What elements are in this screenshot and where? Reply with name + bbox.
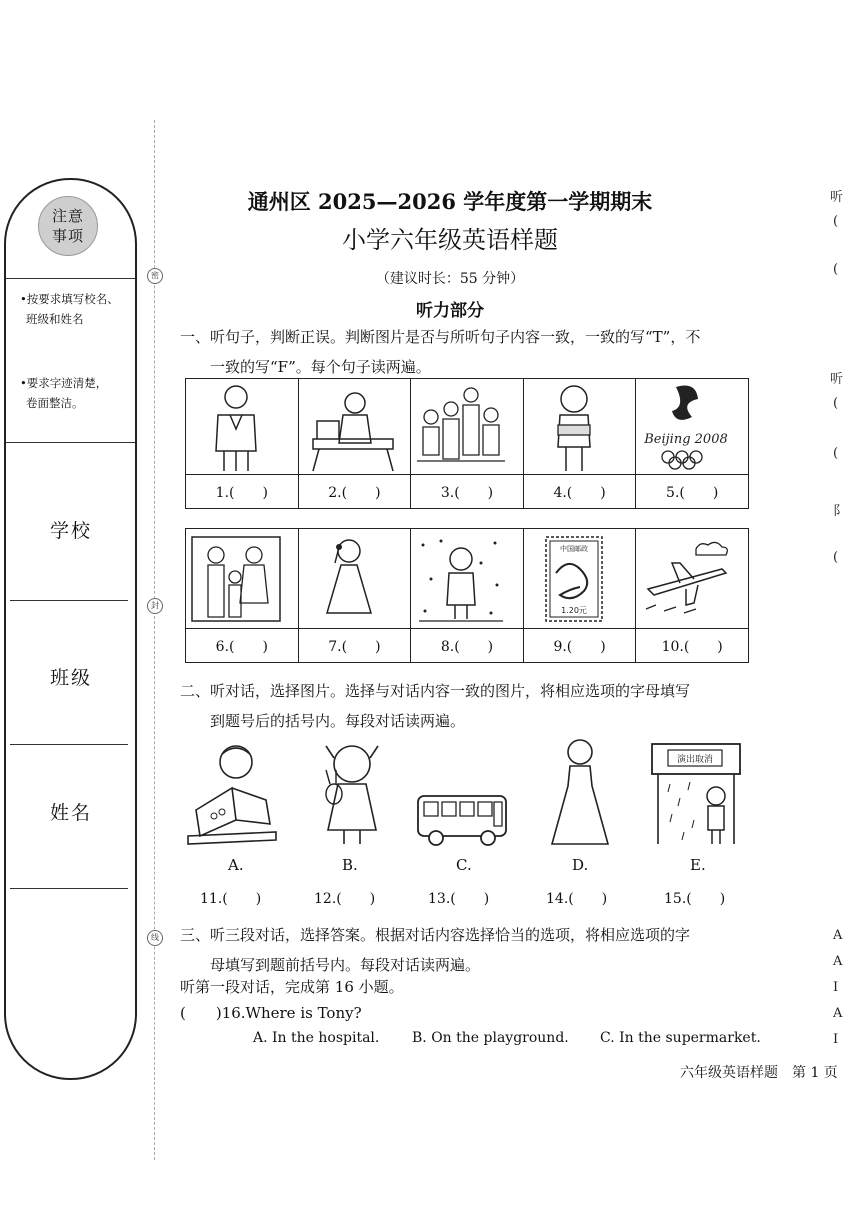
part3-instruction: 三、听三段对话，选择答案。根据对话内容选择恰当的选项，将相应选项的字 母填写到题前括号内。每段对话读两遍。 — [180, 926, 691, 974]
part1-picture-grid-row1 — [185, 378, 749, 509]
picture-beijing-2008-logo — [636, 379, 749, 475]
exam-title: 通州区 2025—2026 学年度第一学期期末 — [247, 189, 653, 214]
answer-blank[interactable]: 11.( ) — [200, 891, 262, 907]
exam-subtitle: 小学六年级英语样题 — [342, 226, 558, 254]
notice-line2: 事项 — [51, 227, 84, 245]
edge-char: ( — [833, 550, 839, 565]
answer-blank[interactable]: 6.( ) — [186, 629, 299, 663]
picture-bus — [414, 790, 510, 850]
picture-dragon-stamp — [523, 529, 636, 629]
notice-line1: 注意 — [51, 207, 84, 225]
edge-char: ( — [833, 396, 839, 411]
part2-instruction: 二、听对话，选择图片。选择与对话内容一致的图片，将相应选项的字母填写 到题号后的括号内。每段对话读两遍。 — [180, 682, 691, 730]
answer-blank[interactable]: 15.( ) — [664, 891, 726, 907]
svg-text:Beijing 2008: Beijing 2008 — [644, 431, 729, 447]
school-field-line — [10, 600, 128, 601]
option-letter: C. — [456, 856, 472, 874]
edge-char: A — [833, 954, 843, 969]
picture-boy-arm-in-cast — [523, 379, 636, 475]
part1-picture-grid-row2 — [185, 528, 749, 663]
option-letter: A. — [228, 856, 244, 874]
svg-text:中国邮政: 中国邮政 — [559, 544, 588, 553]
question-16: ( )16.Where is Tony? — [180, 1004, 362, 1022]
class-field-label: 班级 — [50, 667, 93, 689]
edge-char: I — [833, 980, 839, 995]
picture-woman-in-dress — [544, 736, 616, 848]
picture-family-group — [411, 379, 524, 475]
answer-blank[interactable]: 1.( ) — [186, 475, 299, 509]
answer-blank[interactable]: 7.( ) — [298, 629, 411, 663]
edge-char: 听 — [830, 190, 844, 205]
notice-badge — [38, 196, 98, 256]
picture-woman-sewing — [298, 379, 411, 475]
answer-blank[interactable]: 9.( ) — [523, 629, 636, 663]
svg-text:演出取消: 演出取消 — [676, 755, 714, 765]
dialog1-heading: 听第一段对话，完成第 16 小题。 — [180, 978, 404, 996]
option-letter: B. — [342, 856, 358, 874]
picture-man-in-suit — [186, 379, 299, 475]
edge-char: A — [833, 1006, 843, 1021]
answer-blank[interactable]: 12.( ) — [314, 891, 376, 907]
option-b[interactable]: B. On the playground. — [412, 1030, 569, 1046]
class-field-line — [10, 744, 128, 745]
suggested-time: （建议时长：55 分钟） — [375, 271, 525, 287]
edge-char: ( — [833, 214, 839, 229]
seal-mark: 密 — [147, 268, 163, 284]
picture-airplane — [636, 529, 749, 629]
option-letter: D. — [572, 856, 589, 874]
note-fill-info: •按要求填写校名、 班级和姓名 — [20, 292, 119, 326]
sidebar-divider — [6, 442, 135, 443]
answer-blank[interactable]: 14.( ) — [546, 891, 608, 907]
edge-char: ( — [833, 446, 839, 461]
picture-boy-in-rain-cancel-sign — [650, 740, 742, 848]
answer-blank[interactable]: 4.( ) — [523, 475, 636, 509]
answer-blank[interactable]: 13.( ) — [428, 891, 490, 907]
edge-char: ( — [833, 262, 839, 277]
answer-blank[interactable]: 2.( ) — [298, 475, 411, 509]
picture-girl-with-bunny — [312, 740, 388, 848]
name-field-label: 姓名 — [50, 802, 93, 824]
answer-blank[interactable]: 8.( ) — [411, 629, 524, 663]
section-heading: 听力部分 — [416, 301, 484, 321]
picture-girl-in-snow — [411, 529, 524, 629]
name-field-line — [10, 888, 128, 889]
picture-family-portrait — [186, 529, 299, 629]
answer-blank[interactable]: 3.( ) — [411, 475, 524, 509]
answer-blank[interactable]: 5.( ) — [636, 475, 749, 509]
option-c[interactable]: C. In the supermarket. — [600, 1030, 761, 1046]
seal-mark: 线 — [147, 930, 163, 946]
seal-mark: 封 — [147, 598, 163, 614]
edge-char: 阝 — [833, 504, 847, 519]
edge-char: I — [833, 1032, 839, 1047]
picture-girl-singing — [298, 529, 411, 629]
answer-blank[interactable]: 10.( ) — [636, 629, 749, 663]
page-footer: 六年级英语样题 第 1 页 — [680, 1065, 838, 1081]
option-letter: E. — [690, 856, 706, 874]
note-neat-writing: •要求字迹清楚， 卷面整洁。 — [20, 376, 108, 410]
option-a[interactable]: A. In the hospital. — [253, 1030, 380, 1046]
svg-text:1.20元: 1.20元 — [560, 605, 587, 615]
edge-char: A — [833, 928, 843, 943]
sidebar-divider — [6, 278, 135, 279]
part1-instruction: 一、听句子，判断正误。判断图片是否与所听句子内容一致，一致的写“T”，不 一致的写“F”。每个句子读两遍。 — [180, 328, 701, 376]
picture-boy-reading — [186, 740, 278, 848]
school-field-label: 学校 — [50, 520, 93, 542]
edge-char: 听 — [830, 372, 844, 387]
